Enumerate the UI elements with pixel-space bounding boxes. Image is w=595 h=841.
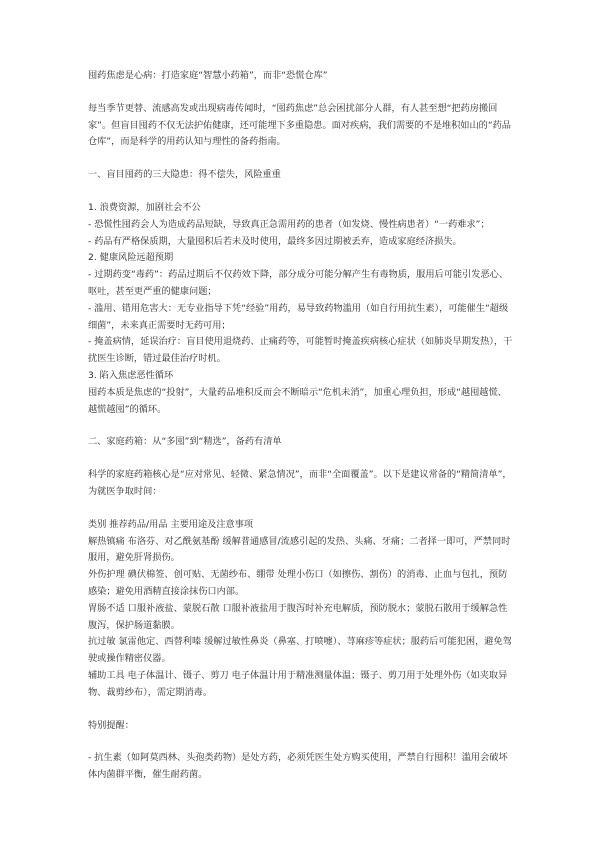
table-row: 抗过敏 氯雷他定、西替利嗪 缓解过敏性鼻炎（鼻塞、打喷嚏）、荨麻疹等症状；服药后可能犯困，避免驾驶或操作精密仪器。 [88,636,512,665]
section-1-line: - 过期药变“毒药”：药品过期后不仅药效下降，部分成分可能分解产生有毒物质，服用后可能引发恶心、呕吐，甚至更严重的健康问题； [88,269,509,297]
section-1-line: 2. 健康风险远超预期 [88,252,174,264]
intro-paragraph: 每当季节更替、流感高发或出现病毒传闻时，“囤药焦虑”总会困扰部分人群，有人甚至想“把药房搬回家”。但盲目囤药不仅无法护佑健康，还可能埋下多重隐患。面对疾病，我们需要的不是堆积如山的“药品仓库”，而是科学的用药认知与理性的备药指南。 [88,102,511,148]
section-1-line: 1. 浪费资源，加剧社会不公 [88,201,201,213]
table-row: 解热镇痛 布洛芬、对乙酰氨基酚 缓解普通感冒/流感引起的发热、头痛、牙痛；二者择一即可，严禁同时服用，避免肝肾损伤。 [88,535,511,564]
section-1-line: 3. 陷入焦虑恶性循环 [88,369,174,381]
table-row: 胃肠不适 口服补液盐、蒙脱石散 口服补液盐用于腹泻时补充电解质，预防脱水；蒙脱石散用于缓解急性腹泻，保护肠道黏膜。 [88,602,508,631]
table-row: 辅助工具 电子体温计、镊子、剪刀 电子体温计用于精准测量体温；镊子、剪刀用于处理外伤（如夹取异物、裁剪纱布），需定期消毒。 [88,669,508,698]
section-1-line: - 恐慌性囤药会人为造成药品短缺，导致真正急需用药的患者（如发烧、慢性病患者）“一药难求”； [88,218,490,230]
section-1-heading: 一、盲目囤药的三大隐患：得不偿失，风险重重 [88,169,281,181]
table-row: 外伤护理 碘伏棉签、创可贴、无菌纱布、绷带 处理小伤口（如擦伤、割伤）的消毒、止血与包扎，预防感染；避免用酒精直接涂抹伤口内部。 [88,569,508,597]
section-1-line: - 滥用、错用危害大：无专业指导下凭“经验”用药，易导致药物滥用（如自行用抗生素），可能催生“超级细菌”，未来真正需要时无药可用； [88,302,509,331]
section-1-line: - 掩盖病情，延误治疗：盲目使用退烧药、止痛药等，可能暂时掩盖疾病核心症状（如肺炎早期发热），干扰医生诊断，错过最佳治疗时机。 [88,336,513,365]
reminder-text: - 抗生素（如阿莫西林、头孢类药物）是处方药，必须凭医生处方购买使用，严禁自行囤积！滥用会破坏体内菌群平衡，催生耐药菌。 [88,752,508,781]
reminder-heading: 特别提醒： [88,719,134,731]
section-1-line: - 药品有严格保质期，大量囤积后若未及时使用，最终多因过期被丢弃，造成家庭经济损失。 [88,235,462,247]
table-header: 类别 推荐药品/用品 主要用途及注意事项 [88,518,254,530]
document-title: 囤药焦虑是心病：打造家庭“智慧小药箱”，而非“恐慌仓库” [88,70,328,81]
section-2-intro: 科学的家庭药箱核心是“应对常见、轻微、紧急情况”，而非“全面覆盖”。以下是建议常备的“精简清单”，为就医争取时间： [88,469,512,497]
section-2-heading: 二、家庭药箱：从“多囤”到“精选”，备药有清单 [88,436,282,448]
document-page [88,68,516,784]
section-1-line: 囤药本质是焦虑的“投射”，大量药品堆积反而会不断暗示“危机未消”，加重心理负担，形成“越囤越慌、越慌越囤”的循环。 [88,386,507,415]
